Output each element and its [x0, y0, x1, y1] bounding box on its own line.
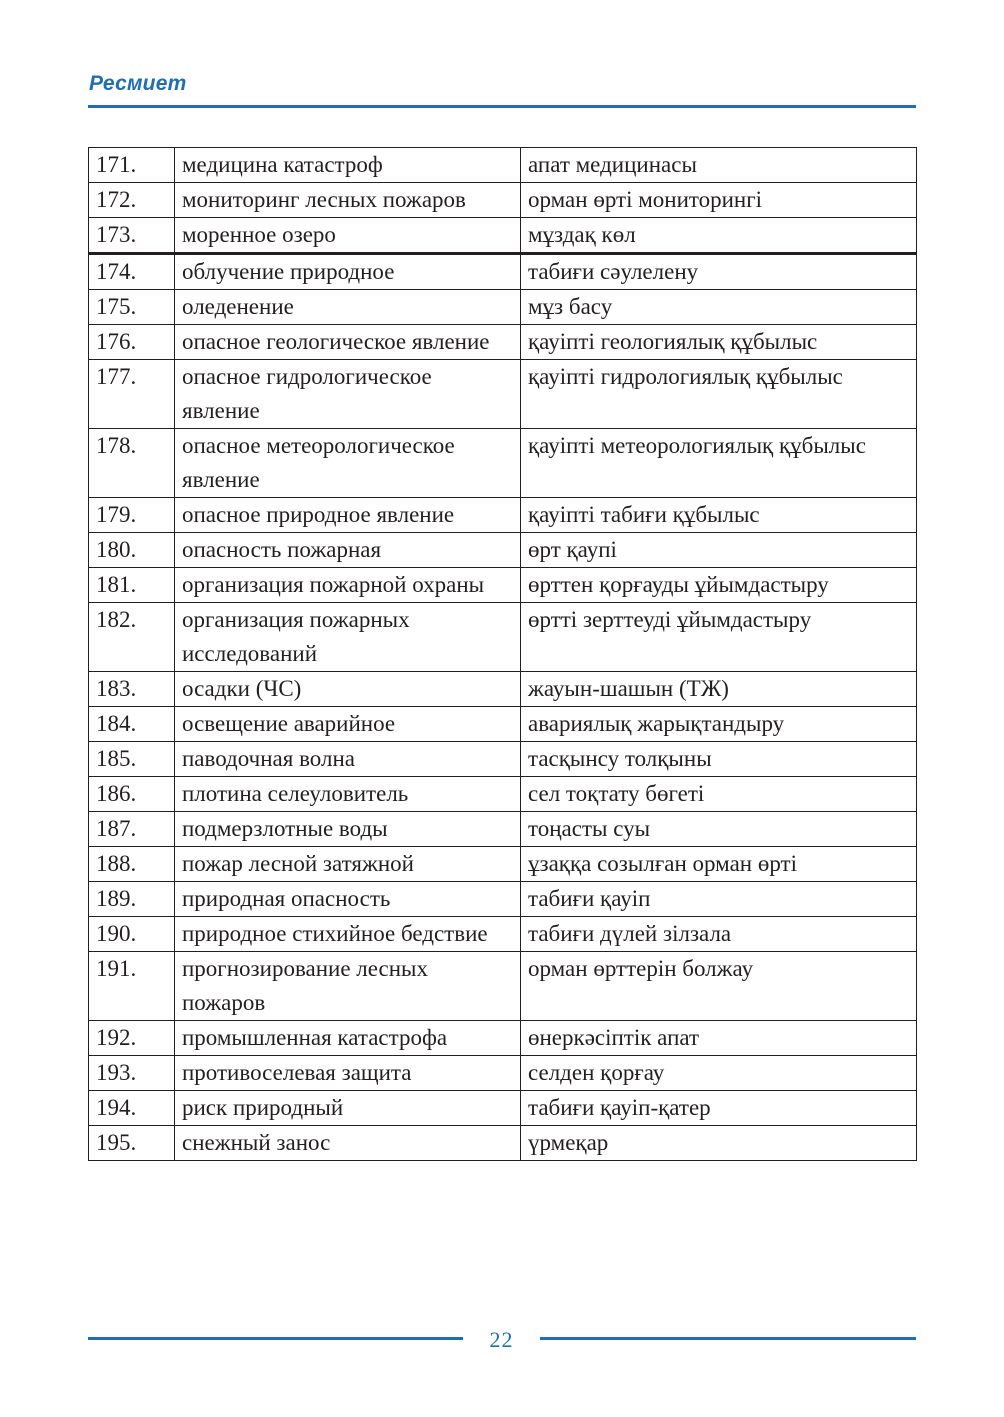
kazakh-term: өрт қаупі [521, 533, 917, 568]
table-row [89, 603, 917, 672]
kazakh-term: табиғи сәулелену [521, 254, 917, 290]
table-row [89, 952, 917, 1021]
entry-number: 178. [89, 429, 175, 498]
table-row [89, 1126, 917, 1161]
table-row [89, 707, 917, 742]
table-row [89, 882, 917, 917]
entry-number: 188. [89, 847, 175, 882]
kazakh-term: мұз басу [521, 290, 917, 325]
header-divider [88, 105, 916, 108]
kazakh-term: табиғи дүлей зілзала [521, 917, 917, 952]
russian-term: паводочная волна [175, 742, 521, 777]
entry-number: 191. [89, 952, 175, 1021]
russian-term: плотина селеуловитель [175, 777, 521, 812]
table-row [89, 777, 917, 812]
russian-term: медицина катастроф [175, 148, 521, 183]
kazakh-term: өнеркәсіптік апат [521, 1021, 917, 1056]
glossary-table [88, 147, 917, 1161]
entry-number: 182. [89, 603, 175, 672]
table-row [89, 1021, 917, 1056]
russian-term: природное стихийное бедствие [175, 917, 521, 952]
entry-number: 193. [89, 1056, 175, 1091]
table-row [89, 672, 917, 707]
russian-term: снежный занос [175, 1126, 521, 1161]
russian-term: облучение природное [175, 254, 521, 290]
russian-term: противоселевая защита [175, 1056, 521, 1091]
entry-number: 175. [89, 290, 175, 325]
entry-number: 192. [89, 1021, 175, 1056]
table-row [89, 1056, 917, 1091]
russian-term: освещение аварийное [175, 707, 521, 742]
russian-term: пожар лесной затяжной [175, 847, 521, 882]
kazakh-term: өртті зерттеуді ұйымдастыру [521, 603, 917, 672]
table-row [89, 533, 917, 568]
table-row [89, 917, 917, 952]
table-row [89, 742, 917, 777]
entry-number: 190. [89, 917, 175, 952]
table-row [89, 812, 917, 847]
footer-divider-right [540, 1337, 916, 1340]
running-header: Ресмиет [89, 72, 187, 95]
russian-term: природная опасность [175, 882, 521, 917]
kazakh-term: қауіпті метеорологиялық құбылыс [521, 429, 917, 498]
russian-term: опасность пожарная [175, 533, 521, 568]
kazakh-term: селден қорғау [521, 1056, 917, 1091]
table-row [89, 568, 917, 603]
russian-term: оледенение [175, 290, 521, 325]
entry-number: 187. [89, 812, 175, 847]
kazakh-term: өрттен қорғауды ұйымдастыру [521, 568, 917, 603]
kazakh-term: тасқынсу толқыны [521, 742, 917, 777]
russian-term: моренное озеро [175, 218, 521, 254]
entry-number: 181. [89, 568, 175, 603]
russian-term: опасное геологическое явление [175, 325, 521, 360]
table-row [89, 847, 917, 882]
kazakh-term: қауіпті геологиялық құбылыс [521, 325, 917, 360]
russian-term: организация пожарной охраны [175, 568, 521, 603]
entry-number: 177. [89, 360, 175, 429]
russian-term: опасное природное явление [175, 498, 521, 533]
kazakh-term: орман өрті мониторингі [521, 183, 917, 218]
page-number: 22 [489, 1327, 514, 1352]
russian-term: риск природный [175, 1091, 521, 1126]
entry-number: 172. [89, 183, 175, 218]
entry-number: 173. [89, 218, 175, 254]
entry-number: 179. [89, 498, 175, 533]
entry-number: 183. [89, 672, 175, 707]
kazakh-term: тоңасты суы [521, 812, 917, 847]
table-row [89, 325, 917, 360]
entry-number: 189. [89, 882, 175, 917]
kazakh-term: қауіпті гидрологиялық құбылыс [521, 360, 917, 429]
kazakh-term: жауын-шашын (ТЖ) [521, 672, 917, 707]
russian-term: осадки (ЧС) [175, 672, 521, 707]
russian-term: подмерзлотные воды [175, 812, 521, 847]
kazakh-term: қауіпті табиғи құбылыс [521, 498, 917, 533]
footer-divider-left [88, 1337, 463, 1340]
kazakh-term: апат медицинасы [521, 148, 917, 183]
entry-number: 174. [89, 254, 175, 290]
table-row [89, 254, 917, 290]
kazakh-term: мұздақ көл [521, 218, 917, 254]
table-row [89, 218, 917, 254]
entry-number: 184. [89, 707, 175, 742]
kazakh-term: авариялық жарықтандыру [521, 707, 917, 742]
entry-number: 195. [89, 1126, 175, 1161]
russian-term: опасное гидрологическое явление [175, 360, 521, 429]
table-row [89, 498, 917, 533]
table-row [89, 148, 917, 183]
table-row [89, 183, 917, 218]
entry-number: 185. [89, 742, 175, 777]
entry-number: 186. [89, 777, 175, 812]
kazakh-term: сел тоқтату бөгеті [521, 777, 917, 812]
kazakh-term: үрмеқар [521, 1126, 917, 1161]
russian-term: организация пожарных исследований [175, 603, 521, 672]
russian-term: промышленная катастрофа [175, 1021, 521, 1056]
table-row [89, 1091, 917, 1126]
table-row [89, 290, 917, 325]
entry-number: 176. [89, 325, 175, 360]
kazakh-term: ұзаққа созылған орман өрті [521, 847, 917, 882]
entry-number: 194. [89, 1091, 175, 1126]
table-row [89, 429, 917, 498]
russian-term: опасное метеорологическое явление [175, 429, 521, 498]
entry-number: 180. [89, 533, 175, 568]
entry-number: 171. [89, 148, 175, 183]
russian-term: мониторинг лесных пожаров [175, 183, 521, 218]
kazakh-term: орман өрттерін болжау [521, 952, 917, 1021]
kazakh-term: табиғи қауіп [521, 882, 917, 917]
russian-term: прогнозирование лесных пожаров [175, 952, 521, 1021]
kazakh-term: табиғи қауіп-қатер [521, 1091, 917, 1126]
table-row [89, 360, 917, 429]
